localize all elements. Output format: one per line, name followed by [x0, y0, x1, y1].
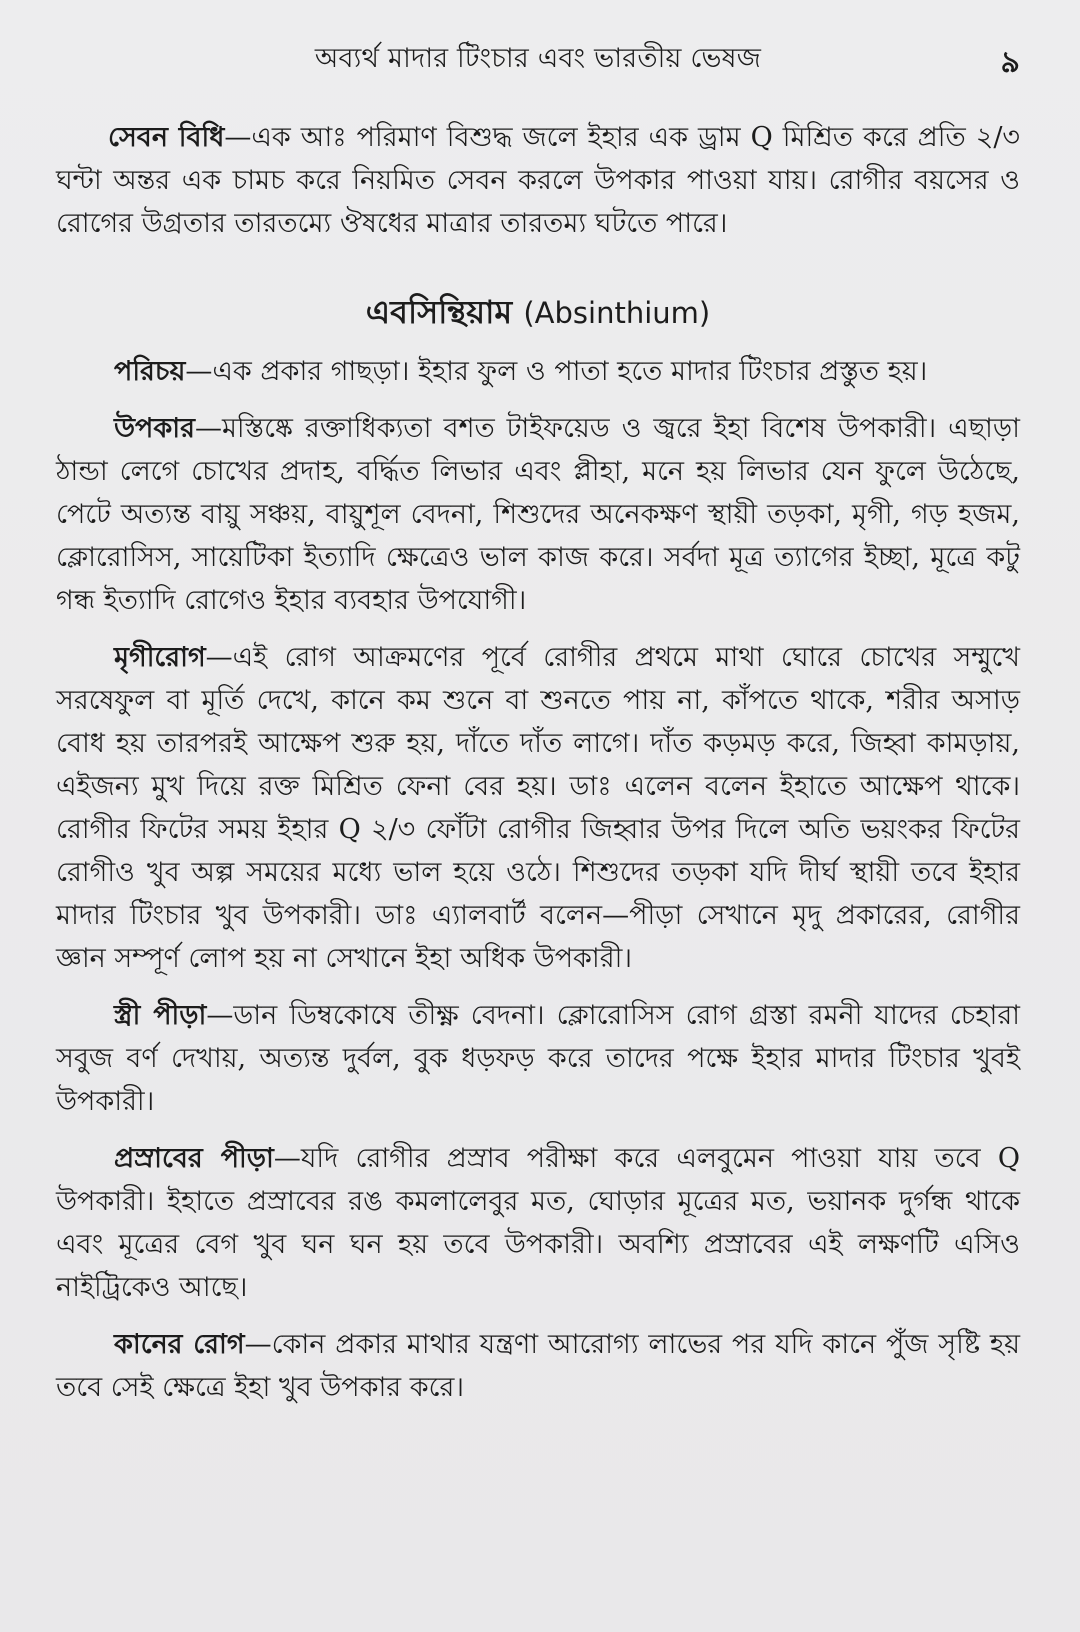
paragraph-text: —এক প্রকার গাছড়া। ইহার ফুল ও পাতা হতে মাদার টিংচার প্রস্তুত হয়।: [185, 356, 928, 387]
paragraph-epilepsy: [56, 636, 1020, 980]
page-header: [56, 38, 1020, 82]
paragraph-term: স্ত্রী পীড়া: [114, 1000, 207, 1031]
paragraph-ear-disease: [56, 1323, 1020, 1409]
paragraph-text: —ডান ডিম্বকোষে তীক্ষ্ণ বেদনা। ক্লোরোসিস রোগ গ্রস্তা রমনী যাদের চেহারা সবুজ বর্ণ দেখায়, অত্যন্ত দুর্বল, বুক ধড়ফড় করে তাদের পক্ষে ইহার মাদার টিংচার খুবই উপকারী।: [56, 1000, 1020, 1117]
dosage-text: —এক আঃ পরিমাণ বিশুদ্ধ জলে ইহার এক ড্রাম Q মিশ্রিত করে প্রতি ২/৩ ঘন্টা অন্তর এক চামচ করে নিয়মিত সেবন করলে উপকার পাওয়া যায়। রোগীর বয়সের ও রোগের উগ্রতার তারতম্যে ঔষধের মাত্রার তারতম্য ঘটতে পারে।: [56, 122, 1020, 239]
paragraph-term: প্রস্রাবের পীড়া: [114, 1143, 274, 1174]
paragraph-womens-disease: [56, 994, 1020, 1123]
paragraph-text: —কোন প্রকার মাথার যন্ত্রণা আরোগ্য লাভের পর যদি কানে পুঁজ সৃষ্টি হয় তবে সেই ক্ষেত্রে ইহা খুব উপকার করে।: [56, 1329, 1020, 1403]
paragraph-urinary-disease: [56, 1137, 1020, 1309]
paragraph-text: —এই রোগ আক্রমণের পূর্বে রোগীর প্রথমে মাথা ঘোরে চোখের সম্মুখে সরষেফুল বা মূর্তি দেখে, কানে কম শুনে বা শুনতে পায় না, কাঁপতে থাকে, শরীর অসাড় বোধ হয় তারপরই আক্ষেপ শুরু হয়, দাঁতে দাঁত লাগে। দাঁত কড়মড় করে, জিহ্বা কামড়ায়, এইজন্য মুখ দিয়ে রক্ত মিশ্রিত ফেনা বের হয়। ডাঃ এলেন বলেন ইহাতে আক্ষেপ থাকে। রোগীর ফিটের সময় ইহার Q ২/৩ ফোঁটা রোগীর জিহ্বার উপর দিলে অতি ভয়ংকর ফিটের রোগীও খুব অল্প সময়ের মধ্যে ভাল হয়ে ওঠে। শিশুদের তড়কা যদি দীর্ঘ স্থায়ী তবে ইহার মাদার টিংচার খুব উপকারী। ডাঃ এ্যালবার্ট বলেন—পীড়া সেখানে মৃদু প্রকারের, রোগীর জ্ঞান সম্পূর্ণ লোপ হয় না সেখানে ইহা অধিক উপকারী।: [56, 642, 1020, 974]
dosage-term: সেবন বিধি: [108, 122, 225, 153]
paragraph-benefits: [56, 407, 1020, 622]
paragraph-introduction: [56, 350, 1020, 393]
running-title: অব্যর্থ মাদার টিংচার এবং ভারতীয় ভেষজ: [314, 43, 762, 74]
page-number: ৯: [1000, 45, 1020, 80]
paragraph-term: মৃগীরোগ: [114, 642, 206, 673]
dosage-paragraph: [56, 116, 1020, 245]
paragraph-term: পরিচয়: [114, 356, 186, 387]
paragraph-term: উপকার: [114, 413, 195, 444]
section-heading-latin: (Absinthium): [523, 296, 711, 330]
section-heading: [56, 289, 1020, 336]
paragraph-text: —যদি রোগীর প্রস্রাব পরীক্ষা করে এলবুমেন পাওয়া যায় তবে Q উপকারী। ইহাতে প্রস্রাবের রঙ কমলালেবুর মত, ঘোড়ার মূত্রের মত, ভয়ানক দুর্গন্ধ থাকে এবং মূত্রের বেগ খুব ঘন ঘন হয় তবে উপকারী। অবশ্যি প্রস্রাবের এই লক্ষণটি এসিও নাইট্রিকেও আছে।: [56, 1143, 1020, 1303]
paragraph-term: কানের রোগ: [114, 1329, 245, 1360]
section-heading-bengali: এবসিন্থিয়াম: [365, 293, 513, 331]
paragraph-text: —মস্তিষ্কে রক্তাধিক্যতা বশত টাইফয়েড ও জ্বরে ইহা বিশেষ উপকারী। এছাড়া ঠান্ডা লেগে চোখের প্রদাহ, বর্দ্ধিত লিভার এবং প্লীহা, মনে হয় লিভার যেন ফুলে উঠেছে, পেটে অত্যন্ত বায়ু সঞ্চয়, বায়ুশূল বেদনা, শিশুদের অনেকক্ষণ স্থায়ী তড়কা, মৃগী, গড় হজম, ক্লোরোসিস, সায়েটিকা ইত্যাদি ক্ষেত্রেও ভাল কাজ করে। সর্বদা মূত্র ত্যাগের ইচ্ছা, মূত্রে কটু গন্ধ ইত্যাদি রোগেও ইহার ব্যবহার উপযোগী।: [56, 413, 1020, 616]
